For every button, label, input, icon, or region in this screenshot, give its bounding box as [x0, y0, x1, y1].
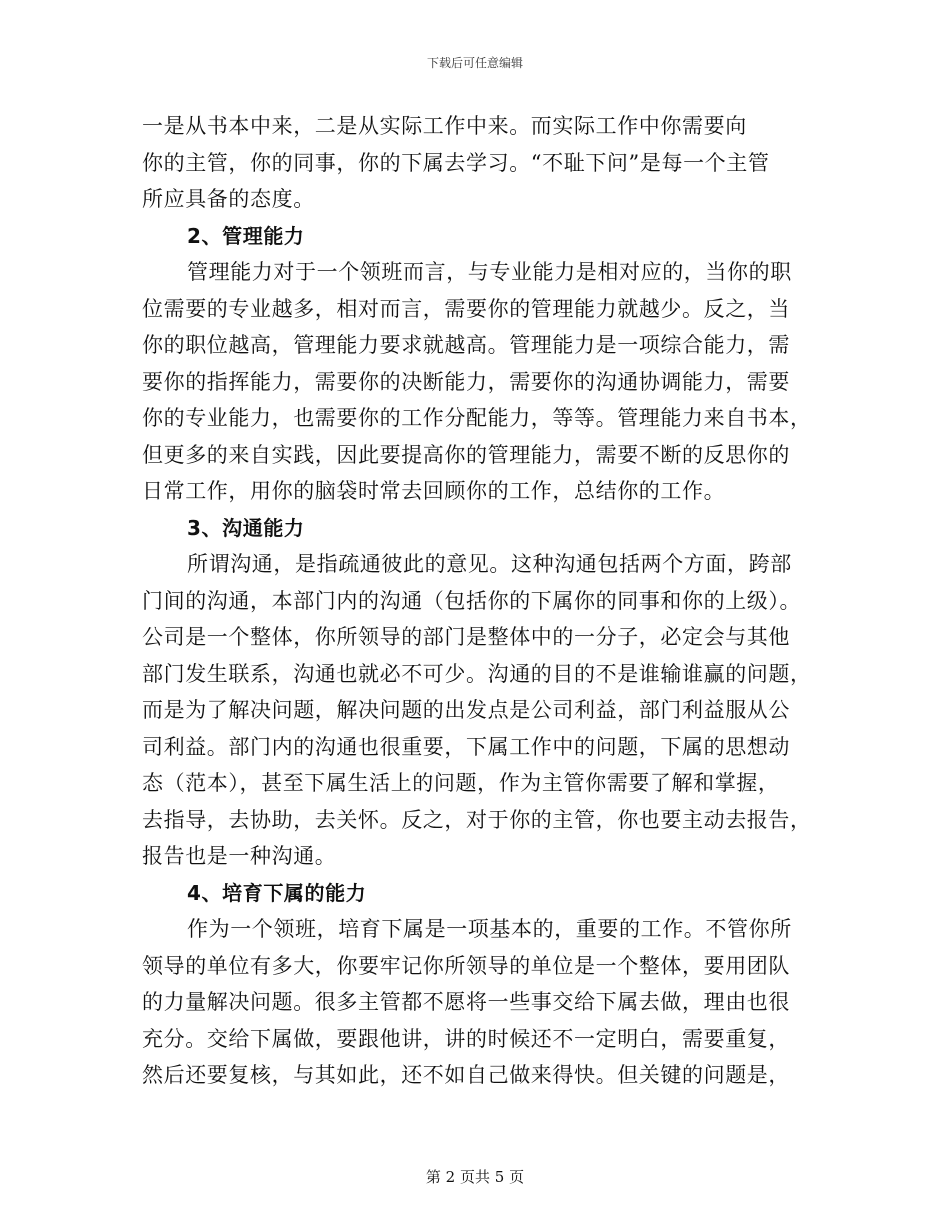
text-line: 去指导，去协助，去关怀。反之，对于你的主管，你也要主动去报告，	[142, 807, 812, 832]
text-line: 部门发生联系，沟通也就必不可少。沟通的目的不是谁输谁赢的问题，	[142, 661, 812, 686]
text-line: 你的主管，你的同事，你的下属去学习。“不耻下问”是每一个主管	[142, 150, 770, 175]
text-line: 你的职位越高，管理能力要求就越高。管理能力是一项综合能力，需	[142, 333, 790, 357]
page-footer: 第 2 页共 5 页	[425, 1168, 525, 1186]
text-line: 作为一个领班，培育下属是一项基本的，重要的工作。不管你所	[187, 917, 792, 941]
text-line: 日常工作，用你的脑袋时常去回顾你的工作，总结你的工作。	[142, 479, 726, 503]
document-body	[142, 108, 812, 1094]
text-line: 而是为了解决问题，解决问题的出发点是公司利益，部门利益服从公	[142, 698, 790, 722]
text-line: 报告也是一种沟通。	[142, 844, 337, 868]
page-header: 下载后可任意编辑	[426, 56, 523, 70]
text-line: 公司是一个整体，你所领导的部门是整体中的一分子，必定会与其他	[142, 625, 790, 649]
text-line: 态（范本），甚至下属生活上的问题，作为主管你需要了解和掌握，	[142, 771, 780, 795]
text-line: 你的专业能力，也需要你的工作分配能力，等等。管理能力来自书本，	[142, 406, 812, 430]
text-line: 所应具备的态度。	[142, 187, 315, 211]
section-heading: 4、培育下属的能力	[187, 880, 367, 905]
text-line: 充分。交给下属做，要跟他讲，讲的时候还不一定明白，需要重复，	[142, 1026, 790, 1051]
text-line: 的力量解决问题。很多主管都不愿将一些事交给下属去做，理由也很	[142, 990, 790, 1014]
section-heading: 3、沟通能力	[187, 515, 305, 540]
text-line: 门间的沟通，本部门内的沟通（包括你的下属你的同事和你的上级）。	[142, 588, 802, 613]
text-line: 一是从书本中来，二是从实际工作中来。而实际工作中你需要向	[142, 114, 747, 138]
text-line: 管理能力对于一个领班而言，与专业能力是相对应的，当你的职	[187, 260, 792, 284]
section-heading: 2、管理能力	[187, 223, 305, 248]
text-line: 所谓沟通，是指疏通彼此的意见。这种沟通包括两个方面，跨部	[187, 552, 792, 576]
text-line: 司利益。部门内的沟通也很重要，下属工作中的问题，下属的思想动	[142, 734, 790, 759]
text-line: 位需要的专业越多，相对而言，需要你的管理能力就越少。反之，当	[142, 296, 790, 321]
text-line: 领导的单位有多大，你要牢记你所领导的单位是一个整体，要用团队	[142, 953, 790, 978]
text-line: 然后还要复核，与其如此，还不如自己做来得快。但关键的问题是，	[142, 1063, 790, 1087]
text-line: 但更多的来自实践，因此要提高你的管理能力，需要不断的反思你的	[142, 442, 790, 467]
text-line: 要你的指挥能力，需要你的决断能力，需要你的沟通协调能力，需要	[142, 369, 790, 394]
